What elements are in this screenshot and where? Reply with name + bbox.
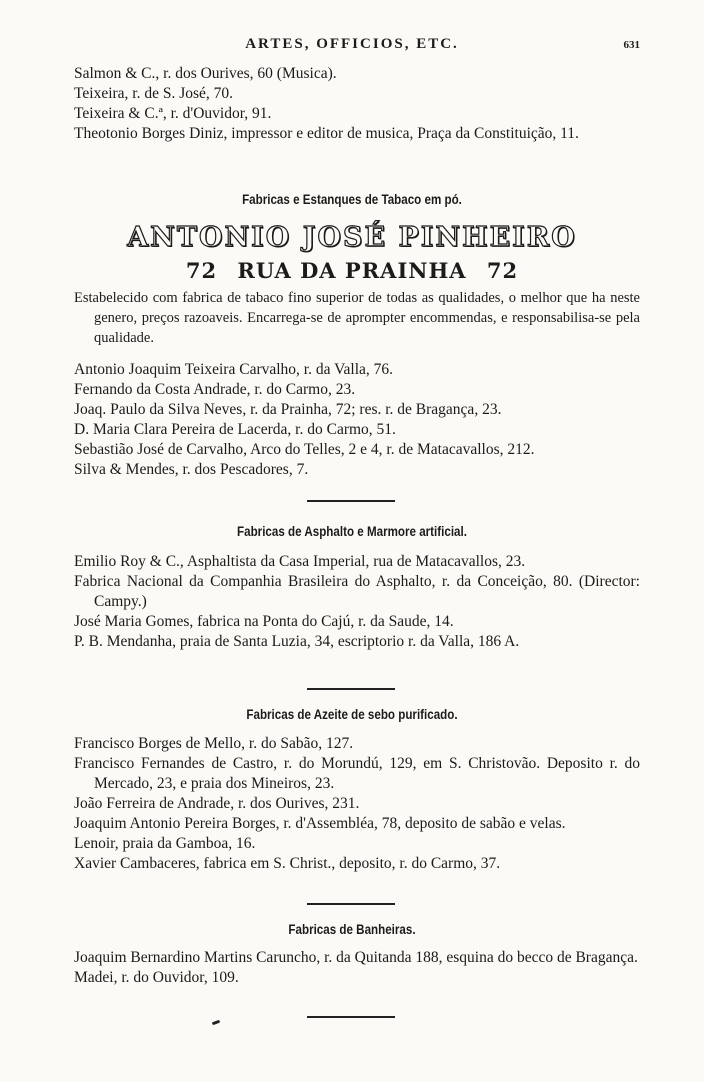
section-divider [307,688,395,691]
advert-text: Estabelecido com fabrica de tabaco fino superior de todas as qualidades, o melhor que ha neste genero, preços razoaveis. Encarrega-se de aprompter encommendas, e responsabilisa-se pela qualidade. [74,290,640,346]
tabaco-entry-list [74,288,640,480]
section-title-asphalto: Fabricas de Asphalto e Marmore artificial. [237,524,467,539]
list-item: Lenoir, praia da Gamboa, 16. [74,835,256,852]
top-entry-list [74,64,640,144]
list-item: Salmon & C., r. dos Ourives, 60 (Musica). [74,65,337,82]
page-number: 631 [623,39,640,51]
list-item: Silva & Mendes, r. dos Pescadores, 7. [74,461,309,478]
advert-banner: ANTONIO JOSÉ PINHEIRO [127,222,577,253]
list-item: Francisco Fernandes de Castro, r. do Morundú, 129, em S. Christovão. Deposito r. do Mercado, 23, e praia dos Mineiros, 23. [74,755,640,792]
section-title-azeite: Fabricas de Azeite de sebo purificado. [246,707,458,722]
list-item: João Ferreira de Andrade, r. dos Ourives, 231. [74,795,360,812]
list-item: Emilio Roy & C., Asphaltista da Casa Imperial, rua de Matacavallos, 23. [74,553,526,570]
list-item: D. Maria Clara Pereira de Lacerda, r. do Carmo, 51. [74,421,396,438]
list-item: Francisco Borges de Mello, r. do Sabão, 127. [74,735,354,752]
list-item: P. B. Mendanha, praia de Santa Luzia, 34, escriptorio r. da Valla, 186 A. [74,633,520,650]
azeite-entry-list [74,734,640,874]
section-title-tabaco: Fabricas e Estanques de Tabaco em pó. [242,192,462,207]
list-item: Joaquim Antonio Pereira Borges, r. d'Assembléa, 78, deposito de sabão e velas. [74,815,566,832]
banheiras-entry-list [74,948,640,988]
list-item: Fabrica Nacional da Companhia Brasileira do Asphalto, r. da Conceição, 80. (Director: Campy.) [74,573,640,610]
list-item: Teixeira & C.ª, r. d'Ouvidor, 91. [74,105,272,122]
address-number-left: 72 [185,258,218,283]
section-divider [307,500,395,503]
list-item: Fernando da Costa Andrade, r. do Carmo, 23. [74,381,356,398]
section-divider [307,903,395,906]
list-item: Joaquim Bernardino Martins Caruncho, r. da Quitanda 188, esquina do becco de Bragança. [74,949,638,966]
section-title-banheiras: Fabricas de Banheiras. [288,922,416,937]
address-number-right: 72 [486,258,519,283]
list-item: Teixeira, r. de S. José, 70. [74,85,234,102]
section-divider [307,1016,395,1019]
asphalto-entry-list [74,552,640,652]
list-item: Antonio Joaquim Teixeira Carvalho, r. da Valla, 76. [74,361,394,378]
list-item: José Maria Gomes, fabrica na Ponta do Cajú, r. da Saude, 14. [74,613,454,630]
list-item: Theotonio Borges Diniz, impressor e editor de musica, Praça da Constituição, 11. [74,125,579,142]
list-item: Joaq. Paulo da Silva Neves, r. da Prainha, 72; res. r. de Bragança, 23. [74,401,502,418]
running-title: ARTES, OFFICIOS, ETC. [245,36,459,52]
ink-mark [212,1020,221,1026]
list-item: Sebastião José de Carvalho, Arco do Telles, 2 e 4, r. de Matacavallos, 212. [74,441,535,458]
list-item: Madei, r. do Ouvidor, 109. [74,969,239,986]
page-header [0,36,704,58]
list-item: Xavier Cambaceres, fabrica em S. Christ., deposito, r. do Carmo, 37. [74,855,501,872]
advert-address [0,258,704,283]
address-street: RUA DA PRAINHA [237,258,467,283]
